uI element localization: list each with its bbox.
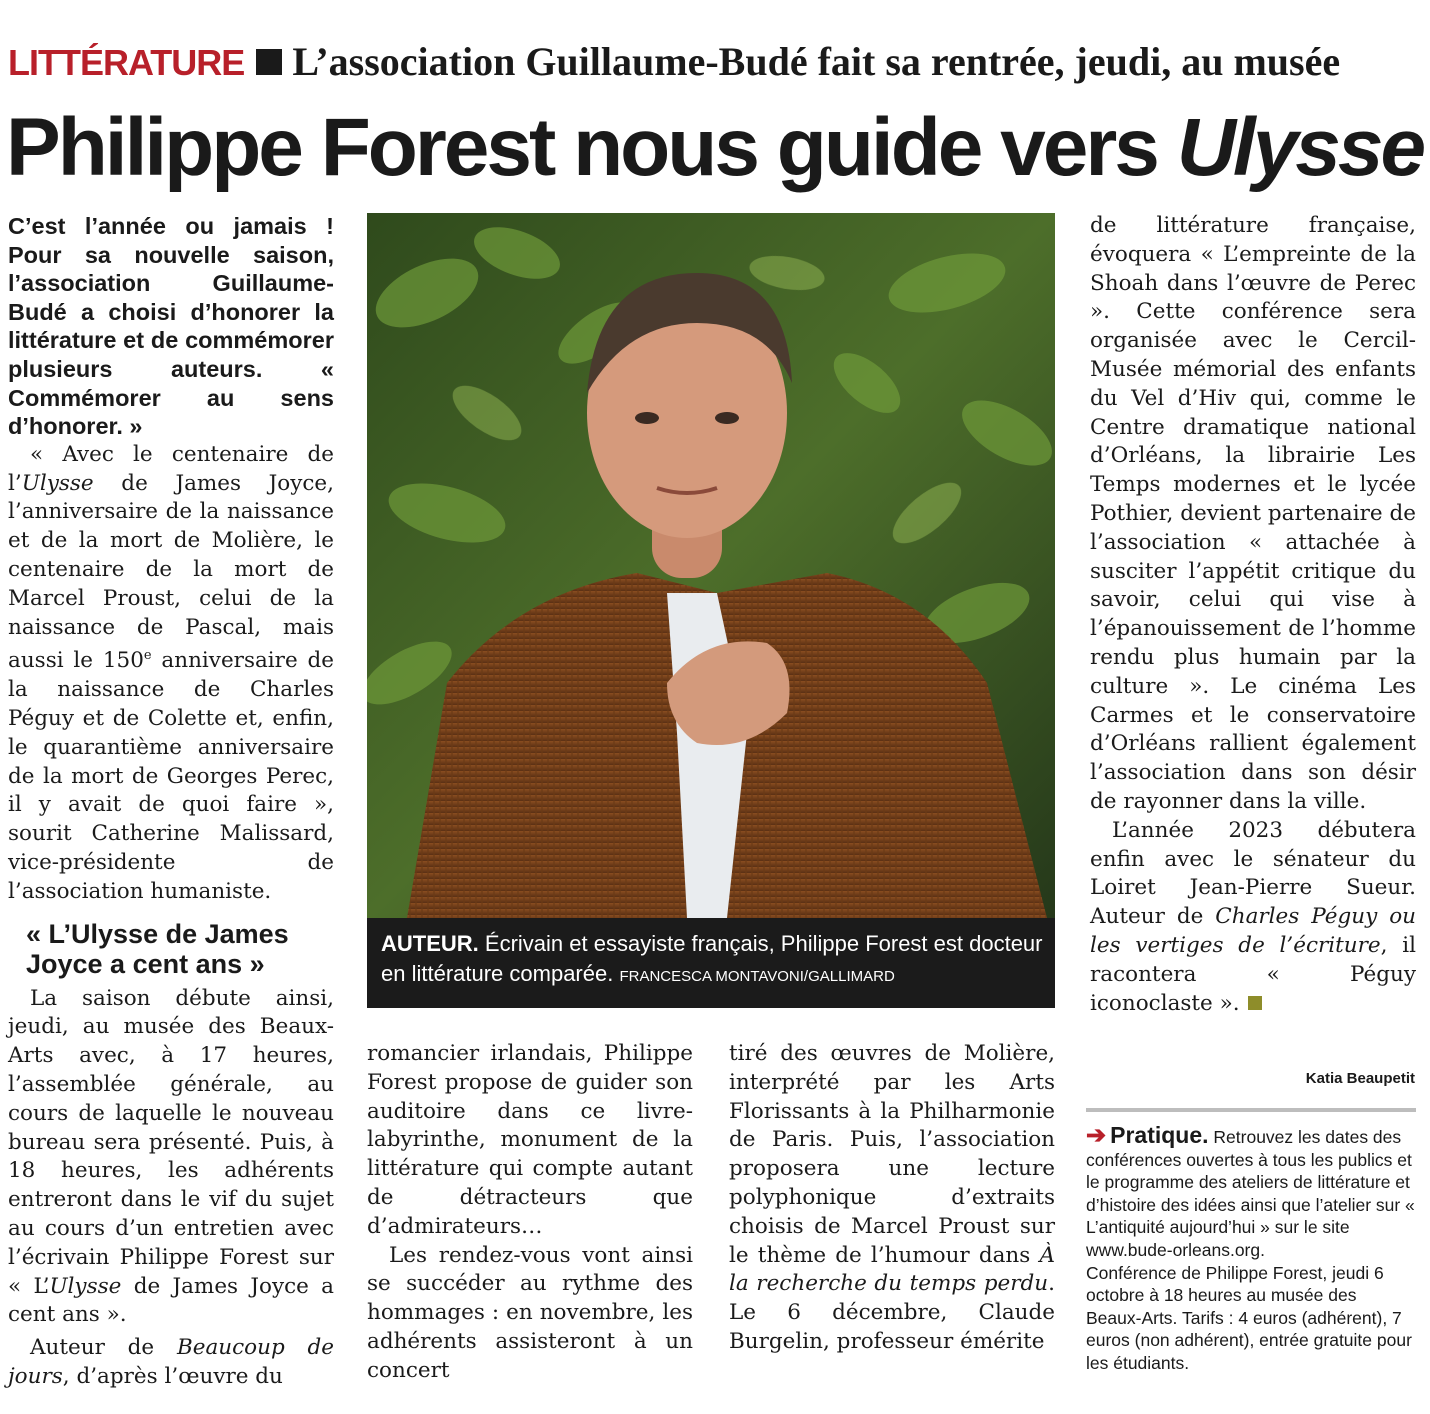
- text-run: L’année 2023 débutera enfin avec le sénateur du Loiret Jean-Pierre Sueur. Auteur de: [1090, 817, 1416, 930]
- article-column-1: [8, 212, 334, 1392]
- paragraph: romancier irlandais, Philippe Forest propose de guider son auditoire dans ce livre-labyrinthe, monument de la littérature qui compte autant de détracteurs que d’admirateurs…: [367, 1041, 693, 1239]
- arrow-right-icon: ➔: [1086, 1122, 1107, 1149]
- text-run: , d’après l’œuvre du: [62, 1364, 283, 1390]
- headline-text: Philippe Forest nous guide vers: [6, 102, 1177, 193]
- text-run: « Avec le centenaire de l’: [8, 441, 334, 496]
- caption-text: Écrivain et essayiste français, Philippe Forest est docteur en littérature comparée.: [381, 931, 1043, 986]
- photo-box: [367, 213, 1055, 1008]
- paragraph: [8, 1334, 334, 1392]
- caption-lead: AUTEUR.: [381, 931, 479, 956]
- pratique-paragraph: [1086, 1124, 1416, 1262]
- intertitle: « L’Ulysse de James Joyce a cent ans »: [26, 918, 289, 979]
- text-run: tiré des œuvres de Molière, interprété par les Arts Florissants à la Philharmonie de Paris. Puis, l’association proposera une lecture polyphonique d’extraits choisis de Marcel Proust sur le thème de l’humour dans: [729, 1041, 1055, 1268]
- author-photo: [367, 213, 1055, 918]
- text-run: anniversaire de la naissance de Charles Péguy et de Colette et, enfin, le quarantième anniversaire de la mort de Georges Perec, il y avait de quoi faire », sourit Catherine Malissard, vice-présidente de l’association humaniste.: [8, 648, 334, 904]
- text-run: , il racontera « Péguy iconoclaste ».: [1090, 932, 1416, 1016]
- italic-run: Charles Péguy ou les vertiges de l’écriture: [1090, 904, 1416, 958]
- italic-run: Ulysse: [49, 1273, 122, 1299]
- rubric-label: LITTÉRATURE: [8, 42, 245, 83]
- paragraph: [729, 1040, 1055, 1357]
- pratique-paragraph: Conférence de Philippe Forest, jeudi 6 octobre à 18 heures au musée des Beaux-Arts. Tarifs : 4 euros (adhérent), 7 euros (non adhérent), entrée gratuite pour les étudiants.: [1086, 1262, 1412, 1373]
- article-column-4: [1090, 212, 1416, 1018]
- headline-italic: Ulysse: [1176, 102, 1424, 193]
- italic-run: Ulysse: [21, 470, 94, 496]
- pratique-title: Pratique.: [1110, 1122, 1209, 1148]
- square-bullet-icon: [256, 49, 282, 75]
- paragraph: [1090, 817, 1416, 1019]
- paragraph: Les rendez-vous vont ainsi se succéder au rythme des hommages : en novembre, les adhérents assisteront à un concert: [367, 1242, 693, 1383]
- pratique-box: [1086, 1108, 1416, 1375]
- italic-run: Beaucoup de jours: [8, 1335, 334, 1390]
- text-run: de James Joyce a cent ans ».: [8, 1273, 334, 1328]
- photo-caption: [381, 929, 1045, 992]
- article-column-2: [367, 1040, 693, 1386]
- headline: [6, 100, 1424, 196]
- author-signature: Katia Beaupetit: [1305, 1070, 1415, 1087]
- text-run: . Le 6 décembre, Claude Burgelin, professeur émérite: [729, 1271, 1055, 1354]
- italic-run: À la recherche du temps perdu: [729, 1242, 1055, 1297]
- text-run: Auteur de: [30, 1335, 177, 1361]
- superscript: e: [143, 648, 152, 664]
- article-column-3: [729, 1040, 1055, 1357]
- paragraph: [8, 441, 334, 907]
- text-run: La saison débute ainsi, jeudi, au musée des Beaux-Arts avec, à 17 heures, l’assemblée générale, au cours de laquelle le nouveau bureau sera présenté. Puis, à 18 heures, les adhérents entreront dans le vif du sujet au cours d’un entretien avec l’écrivain Philippe Forest sur « L’: [8, 985, 334, 1299]
- text-run: de James Joyce, l’anniversaire de la naissance et de la mort de Molière, le centenaire de la mort de Marcel Proust, celui de la naissance de Pascal, mais aussi le 150: [8, 470, 334, 674]
- kicker-subtitle: L’association Guillaume-Budé fait sa rentrée, jeudi, au musée: [292, 39, 1341, 84]
- kicker: [8, 38, 1422, 88]
- end-mark-icon: [1248, 996, 1262, 1010]
- paragraph: [8, 985, 334, 1331]
- photo-credit: FRANCESCA MONTAVONI/GALLIMARD: [619, 968, 895, 985]
- pratique-text: Retrouvez les dates des conférences ouvertes à tous les publics et le programme des ateliers de littérature et d’histoire des idées ainsi que l’atelier sur « L’antiquité aujourd’hui » sur le site www.bude-orleans.org.: [1086, 1127, 1415, 1260]
- paragraph: de littérature française, évoquera « L’empreinte de la Shoah dans l’œuvre de Perec ». Cette conférence sera organisée avec le Cercil-Musée mémorial des enfants du Vel d’Hiv qui, comme le Centre dramatique national d’Orléans, la librairie Les Temps modernes et le lycée Pothier, devient partenaire de l’association « attachée à susciter l’appétit critique du savoir, celui qui vise à l’épanouissement de l’homme rendu plus humain par la culture ». Le cinéma Les Carmes et le conservatoire d’Orléans rallient également l’association dans son désir de rayonner dans la ville.: [1090, 213, 1416, 814]
- chapo: C’est l’année ou jamais ! Pour sa nouvelle saison, l’association Guillaume-Budé a choisi d’honorer la littérature et de commémorer plusieurs auteurs. « Commémorer au sens d’honorer. »: [8, 213, 334, 440]
